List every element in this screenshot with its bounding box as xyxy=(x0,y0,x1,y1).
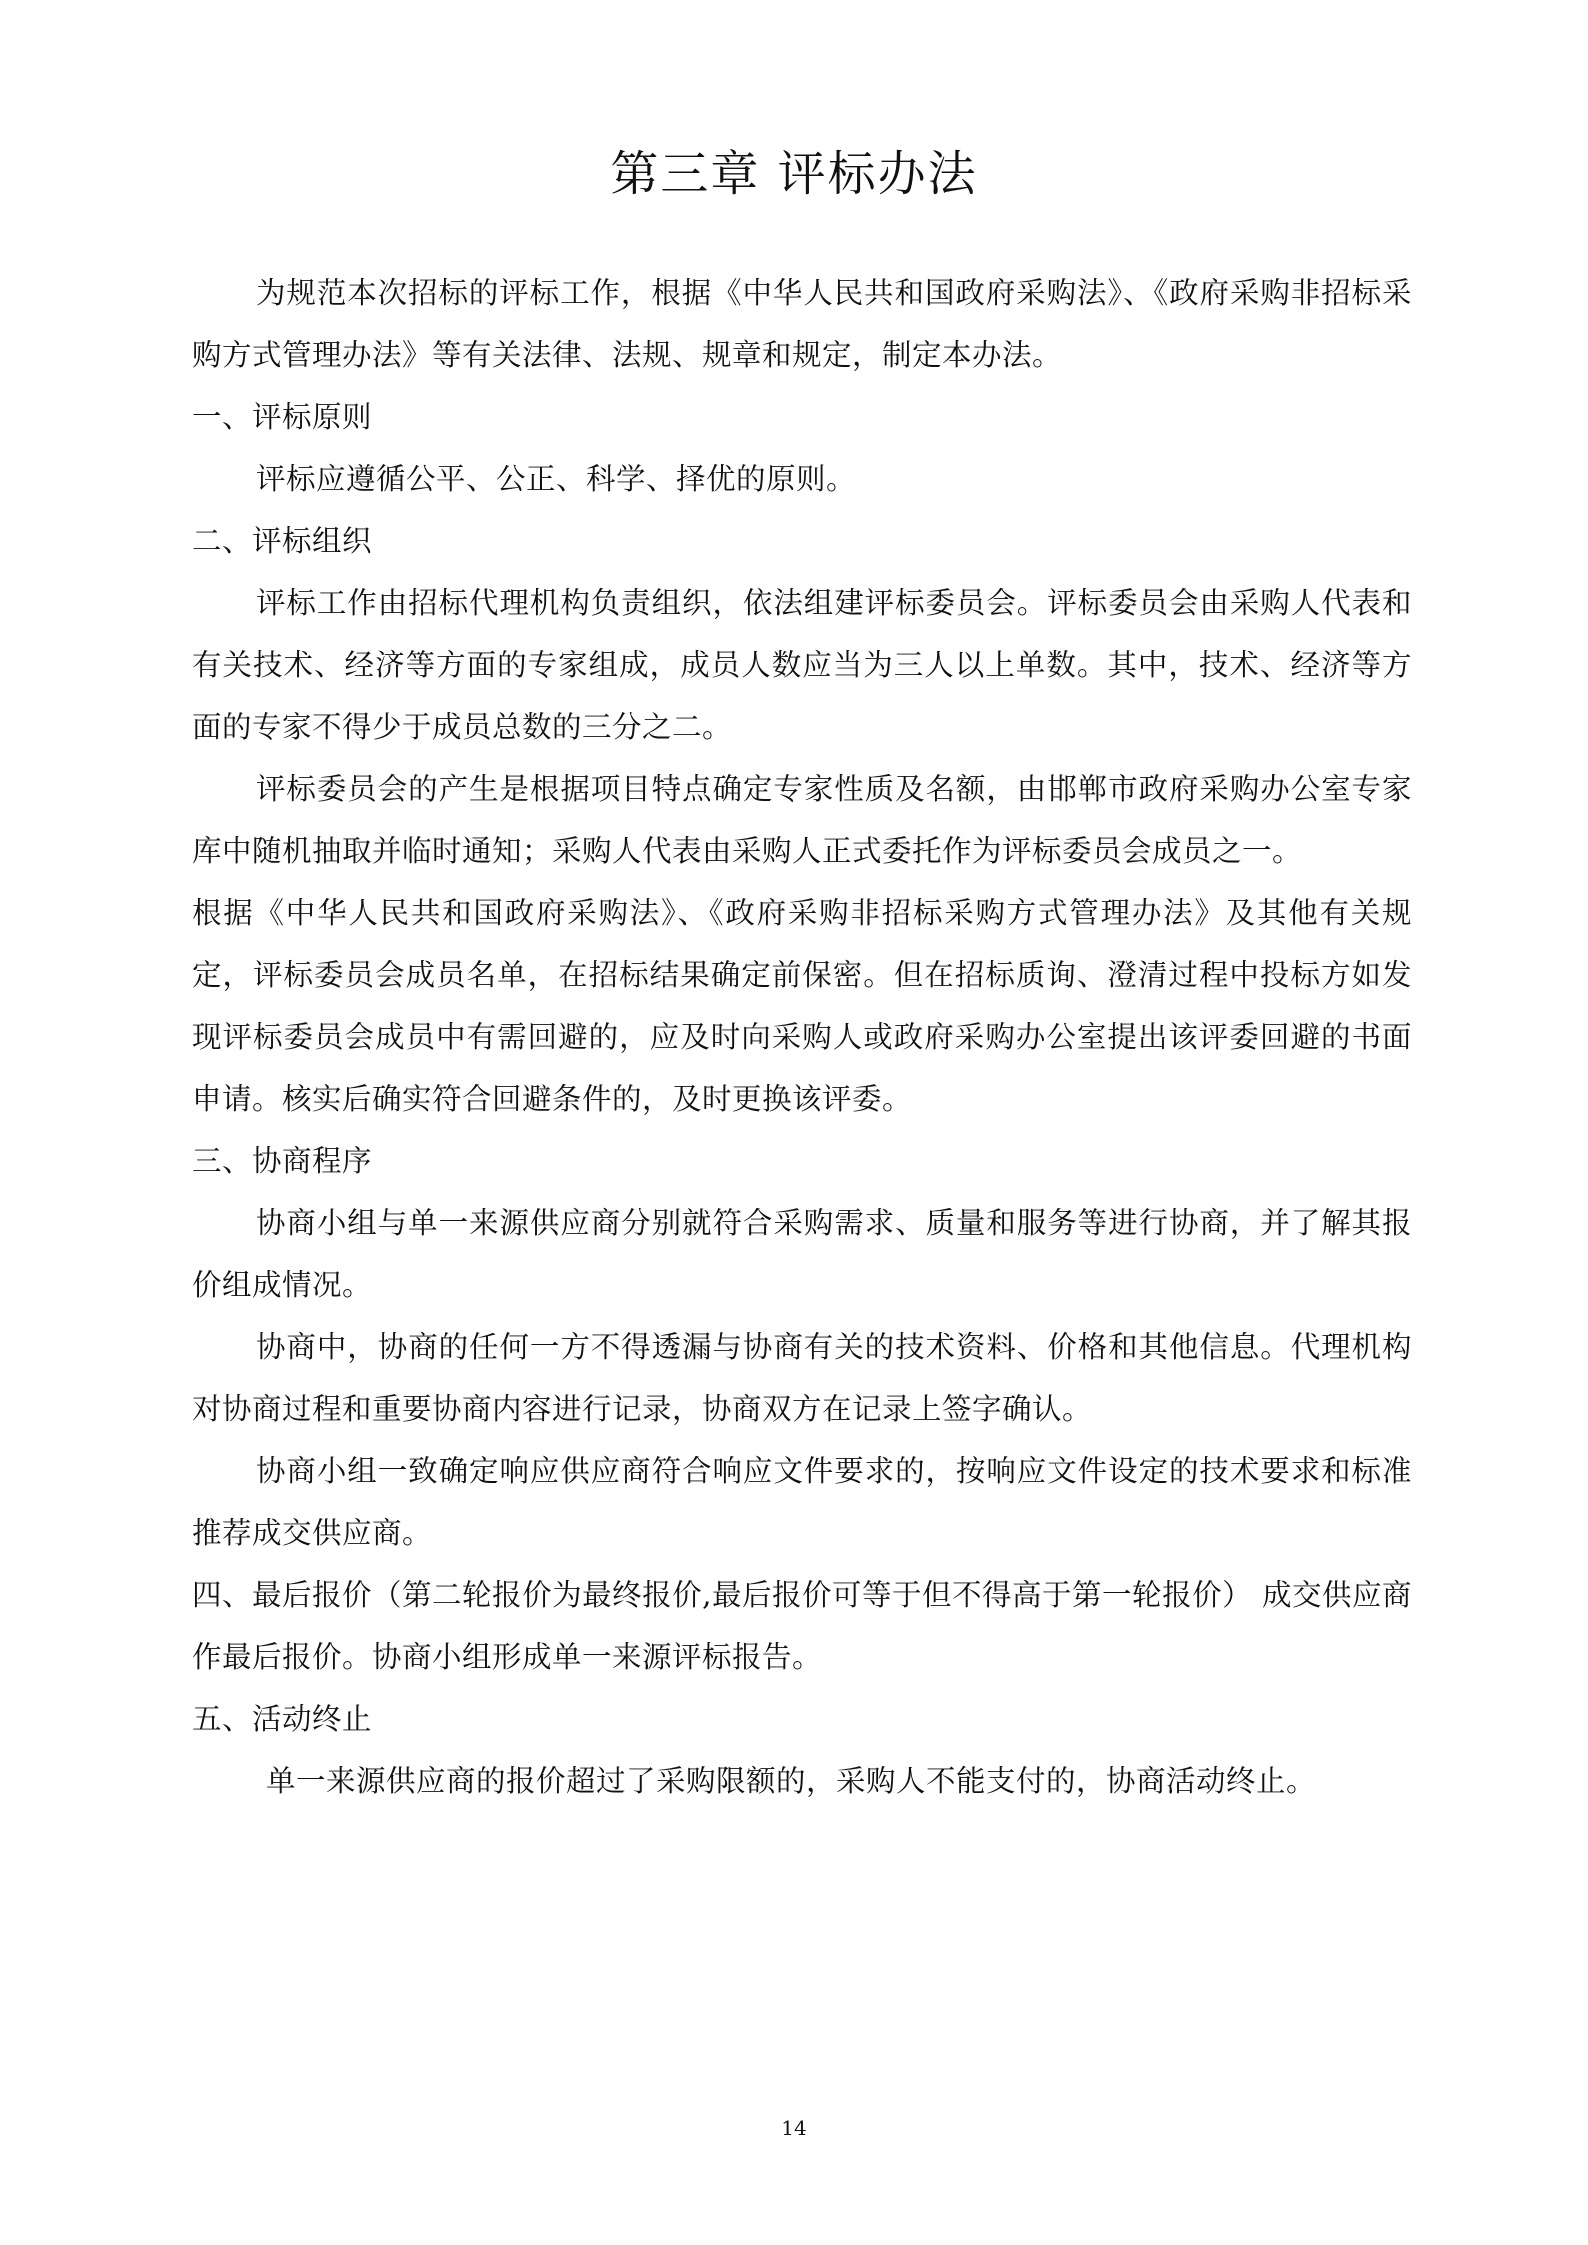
negotiation-paragraph-1: 协商小组与单一来源供应商分别就符合采购需求、质量和服务等进行协商，并了解其报价组成情况。 xyxy=(192,1206,1412,1302)
negotiation-paragraph-3: 协商小组一致确定响应供应商符合响应文件要求的，按响应文件设定的技术要求和标准推荐成交供应商。 xyxy=(192,1454,1412,1550)
organization-paragraph-3: 根据《中华人民共和国政府采购法》、《政府采购非招标采购方式管理办法》及其他有关规定，评标委员会成员名单，在招标结果确定前保密。但在招标质询、澄清过程中投标方如发现评标委员会成员中有需回避的，应及时向采购人或政府采购办公室提出该评委回避的书面申请。核实后确实符合回避条件的，及时更换该评委。 xyxy=(192,896,1412,1116)
section-heading-organization: 二、评标组织 xyxy=(192,524,373,558)
document-body xyxy=(192,262,1412,1812)
section-heading-principles: 一、评标原则 xyxy=(192,400,373,434)
negotiation-paragraph-2: 协商中，协商的任何一方不得透漏与协商有关的技术资料、价格和其他信息。代理机构对协商过程和重要协商内容进行记录，协商双方在记录上签字确认。 xyxy=(192,1330,1412,1426)
principles-paragraph: 评标应遵循公平、公正、科学、择优的原则。 xyxy=(256,462,857,496)
section-heading-termination: 五、活动终止 xyxy=(192,1702,373,1736)
intro-paragraph: 为规范本次招标的评标工作，根据《中华人民共和国政府采购法》、《政府采购非招标采购方式管理办法》等有关法律、法规、规章和规定，制定本办法。 xyxy=(192,276,1412,372)
organization-paragraph-1: 评标工作由招标代理机构负责组织，依法组建评标委员会。评标委员会由采购人代表和有关技术、经济等方面的专家组成，成员人数应当为三人以上单数。其中，技术、经济等方面的专家不得少于成员总数的三分之二。 xyxy=(192,586,1412,744)
chapter-title: 第三章 评标办法 xyxy=(610,146,978,202)
section-heading-negotiation: 三、协商程序 xyxy=(192,1144,373,1178)
section-heading-final-quote: 四、最后报价（第二轮报价为最终报价,最后报价可等于但不得高于第一轮报价） 成交供应商作最后报价。协商小组形成单一来源评标报告。 xyxy=(192,1578,1412,1674)
organization-paragraph-2: 评标委员会的产生是根据项目特点确定专家性质及名额，由邯郸市政府采购办公室专家库中随机抽取并临时通知；采购人代表由采购人正式委托作为评标委员会成员之一。 xyxy=(192,772,1412,868)
termination-paragraph: 单一来源供应商的报价超过了采购限额的，采购人不能支付的，协商活动终止。 xyxy=(266,1764,1317,1798)
page-number: 14 xyxy=(781,2116,807,2140)
